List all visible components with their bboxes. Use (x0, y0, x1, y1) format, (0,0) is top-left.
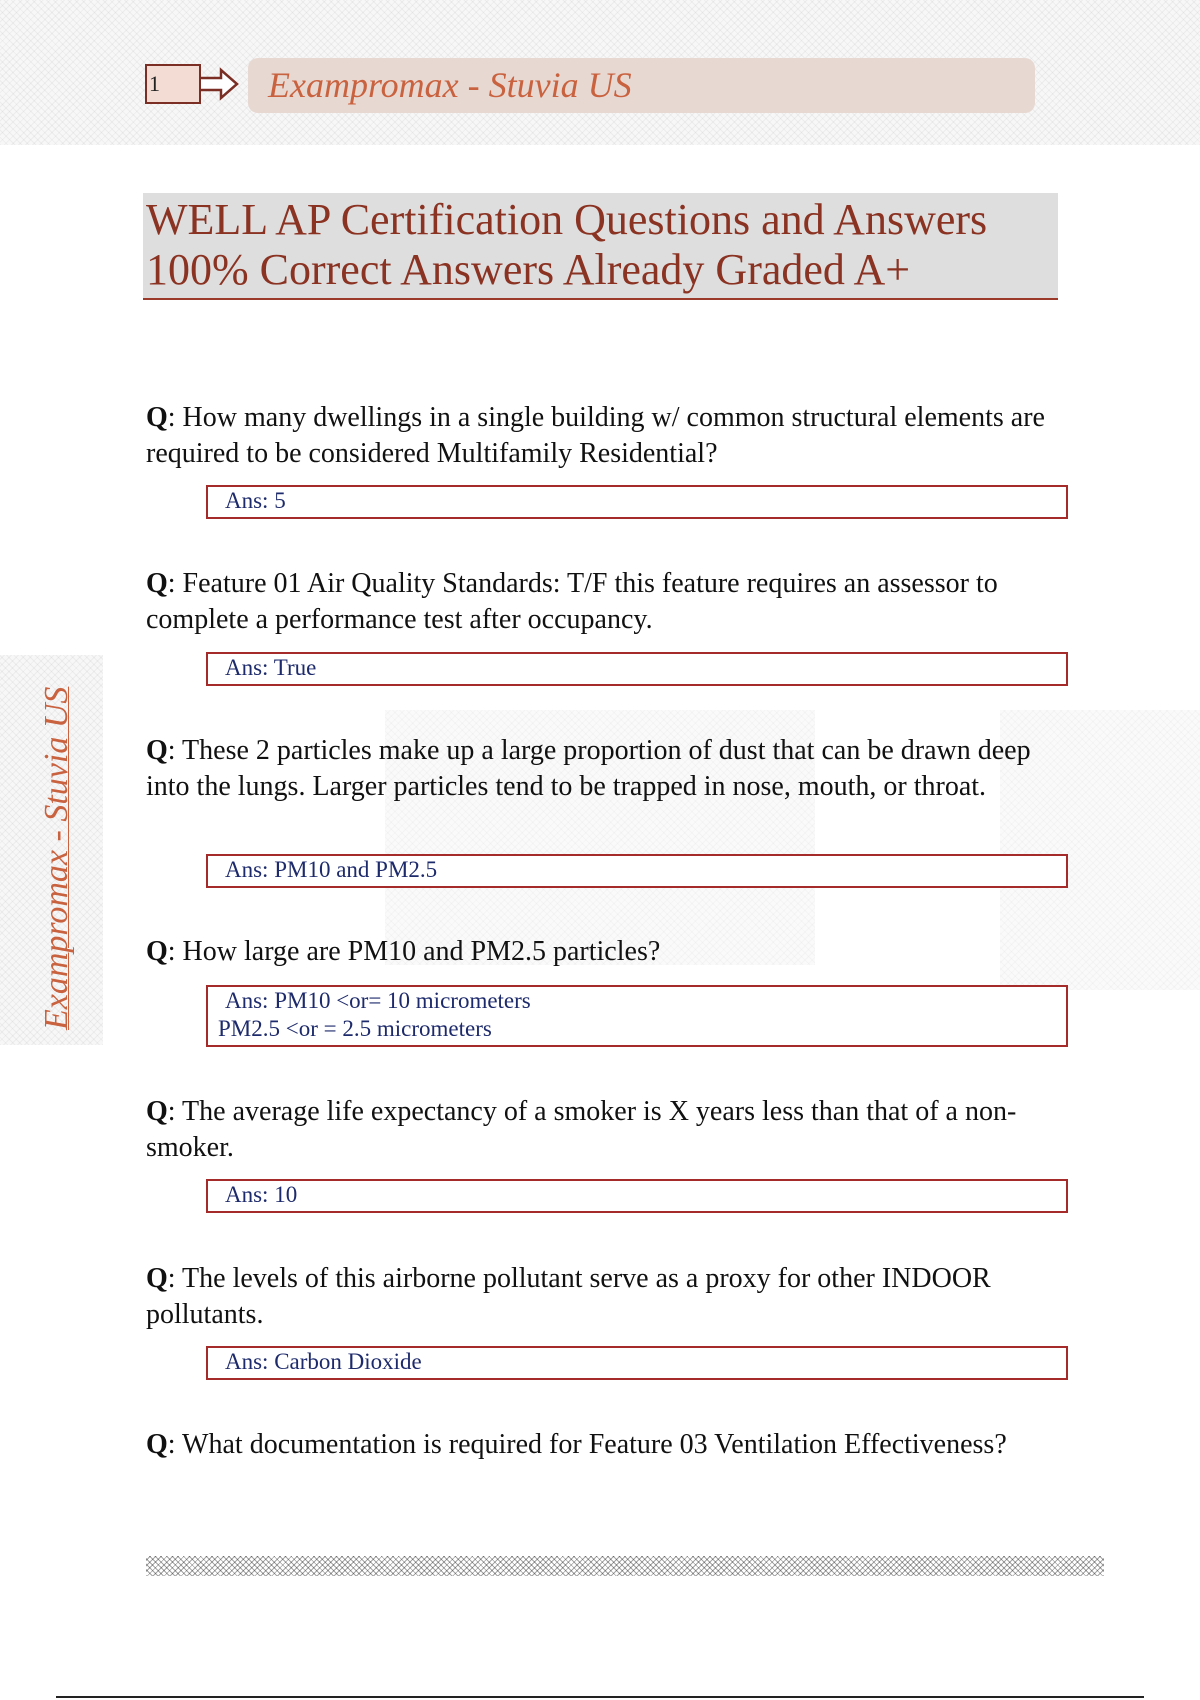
question-label: Q (146, 1429, 168, 1460)
answer-text: Ans: Carbon Dioxide (225, 1349, 422, 1374)
question (146, 934, 1066, 970)
question (146, 1427, 1066, 1463)
question-text: : The levels of this airborne pollutant serve as a proxy for other INDOOR pollutants. (146, 1263, 991, 1330)
question (146, 566, 1066, 638)
arrow-right-icon (201, 64, 241, 104)
question-text: : Feature 01 Air Quality Standards: T/F this feature requires an assessor to complete a performance test after occupancy. (146, 568, 998, 635)
answer-box (206, 652, 1068, 686)
answer-box (206, 485, 1068, 519)
side-watermark-text: Exampromax - Stuvia US (38, 686, 75, 1030)
site-label: Exampromax - Stuvia US (268, 65, 632, 105)
question-text: : How large are PM10 and PM2.5 particles? (167, 936, 661, 967)
answer-box (206, 1179, 1068, 1213)
answer-text-line-2: PM2.5 <or = 2.5 micrometers (218, 1016, 492, 1041)
question (146, 1094, 1066, 1166)
answer-text: Ans: 10 (225, 1182, 298, 1207)
header-banner (248, 58, 1035, 113)
question-text: : The average life expectancy of a smoker is X years less than that of a non-smoker. (146, 1096, 1017, 1163)
question-label: Q (146, 402, 168, 433)
title-line-1: WELL AP Certification Questions and Answers (146, 195, 988, 244)
question (146, 733, 1066, 805)
answer-text: Ans: 5 (225, 488, 286, 513)
question-text: : These 2 particles make up a large proportion of dust that can be drawn deep into the lungs. Larger particles tend to be trapped in nose, mouth, or throat. (146, 735, 1031, 802)
footer-rule (56, 1696, 1144, 1698)
answer-text: Ans: True (225, 655, 317, 680)
question-label: Q (146, 936, 168, 967)
answer-text: Ans: PM10 and PM2.5 (225, 857, 438, 882)
question-label: Q (146, 735, 168, 766)
question (146, 400, 1066, 472)
document-title (143, 193, 1058, 300)
answer-text: Ans: PM10 <or= 10 micrometers (225, 988, 531, 1013)
page-number-box (145, 64, 201, 104)
hatched-divider (146, 1556, 1104, 1576)
question (146, 1261, 1066, 1333)
title-line-2: 100% Correct Answers Already Graded A+ (146, 245, 911, 294)
answer-box (206, 985, 1068, 1047)
question-text: : What documentation is required for Feature 03 Ventilation Effectiveness? (167, 1429, 1007, 1460)
answer-box (206, 854, 1068, 888)
question-label: Q (146, 1096, 168, 1127)
answer-box (206, 1346, 1068, 1380)
page-number: 1 (149, 71, 160, 96)
question-label: Q (146, 568, 168, 599)
question-text: : How many dwellings in a single building w/ common structural elements are required to be considered Multifamily Residential? (146, 402, 1045, 469)
question-label: Q (146, 1263, 168, 1294)
